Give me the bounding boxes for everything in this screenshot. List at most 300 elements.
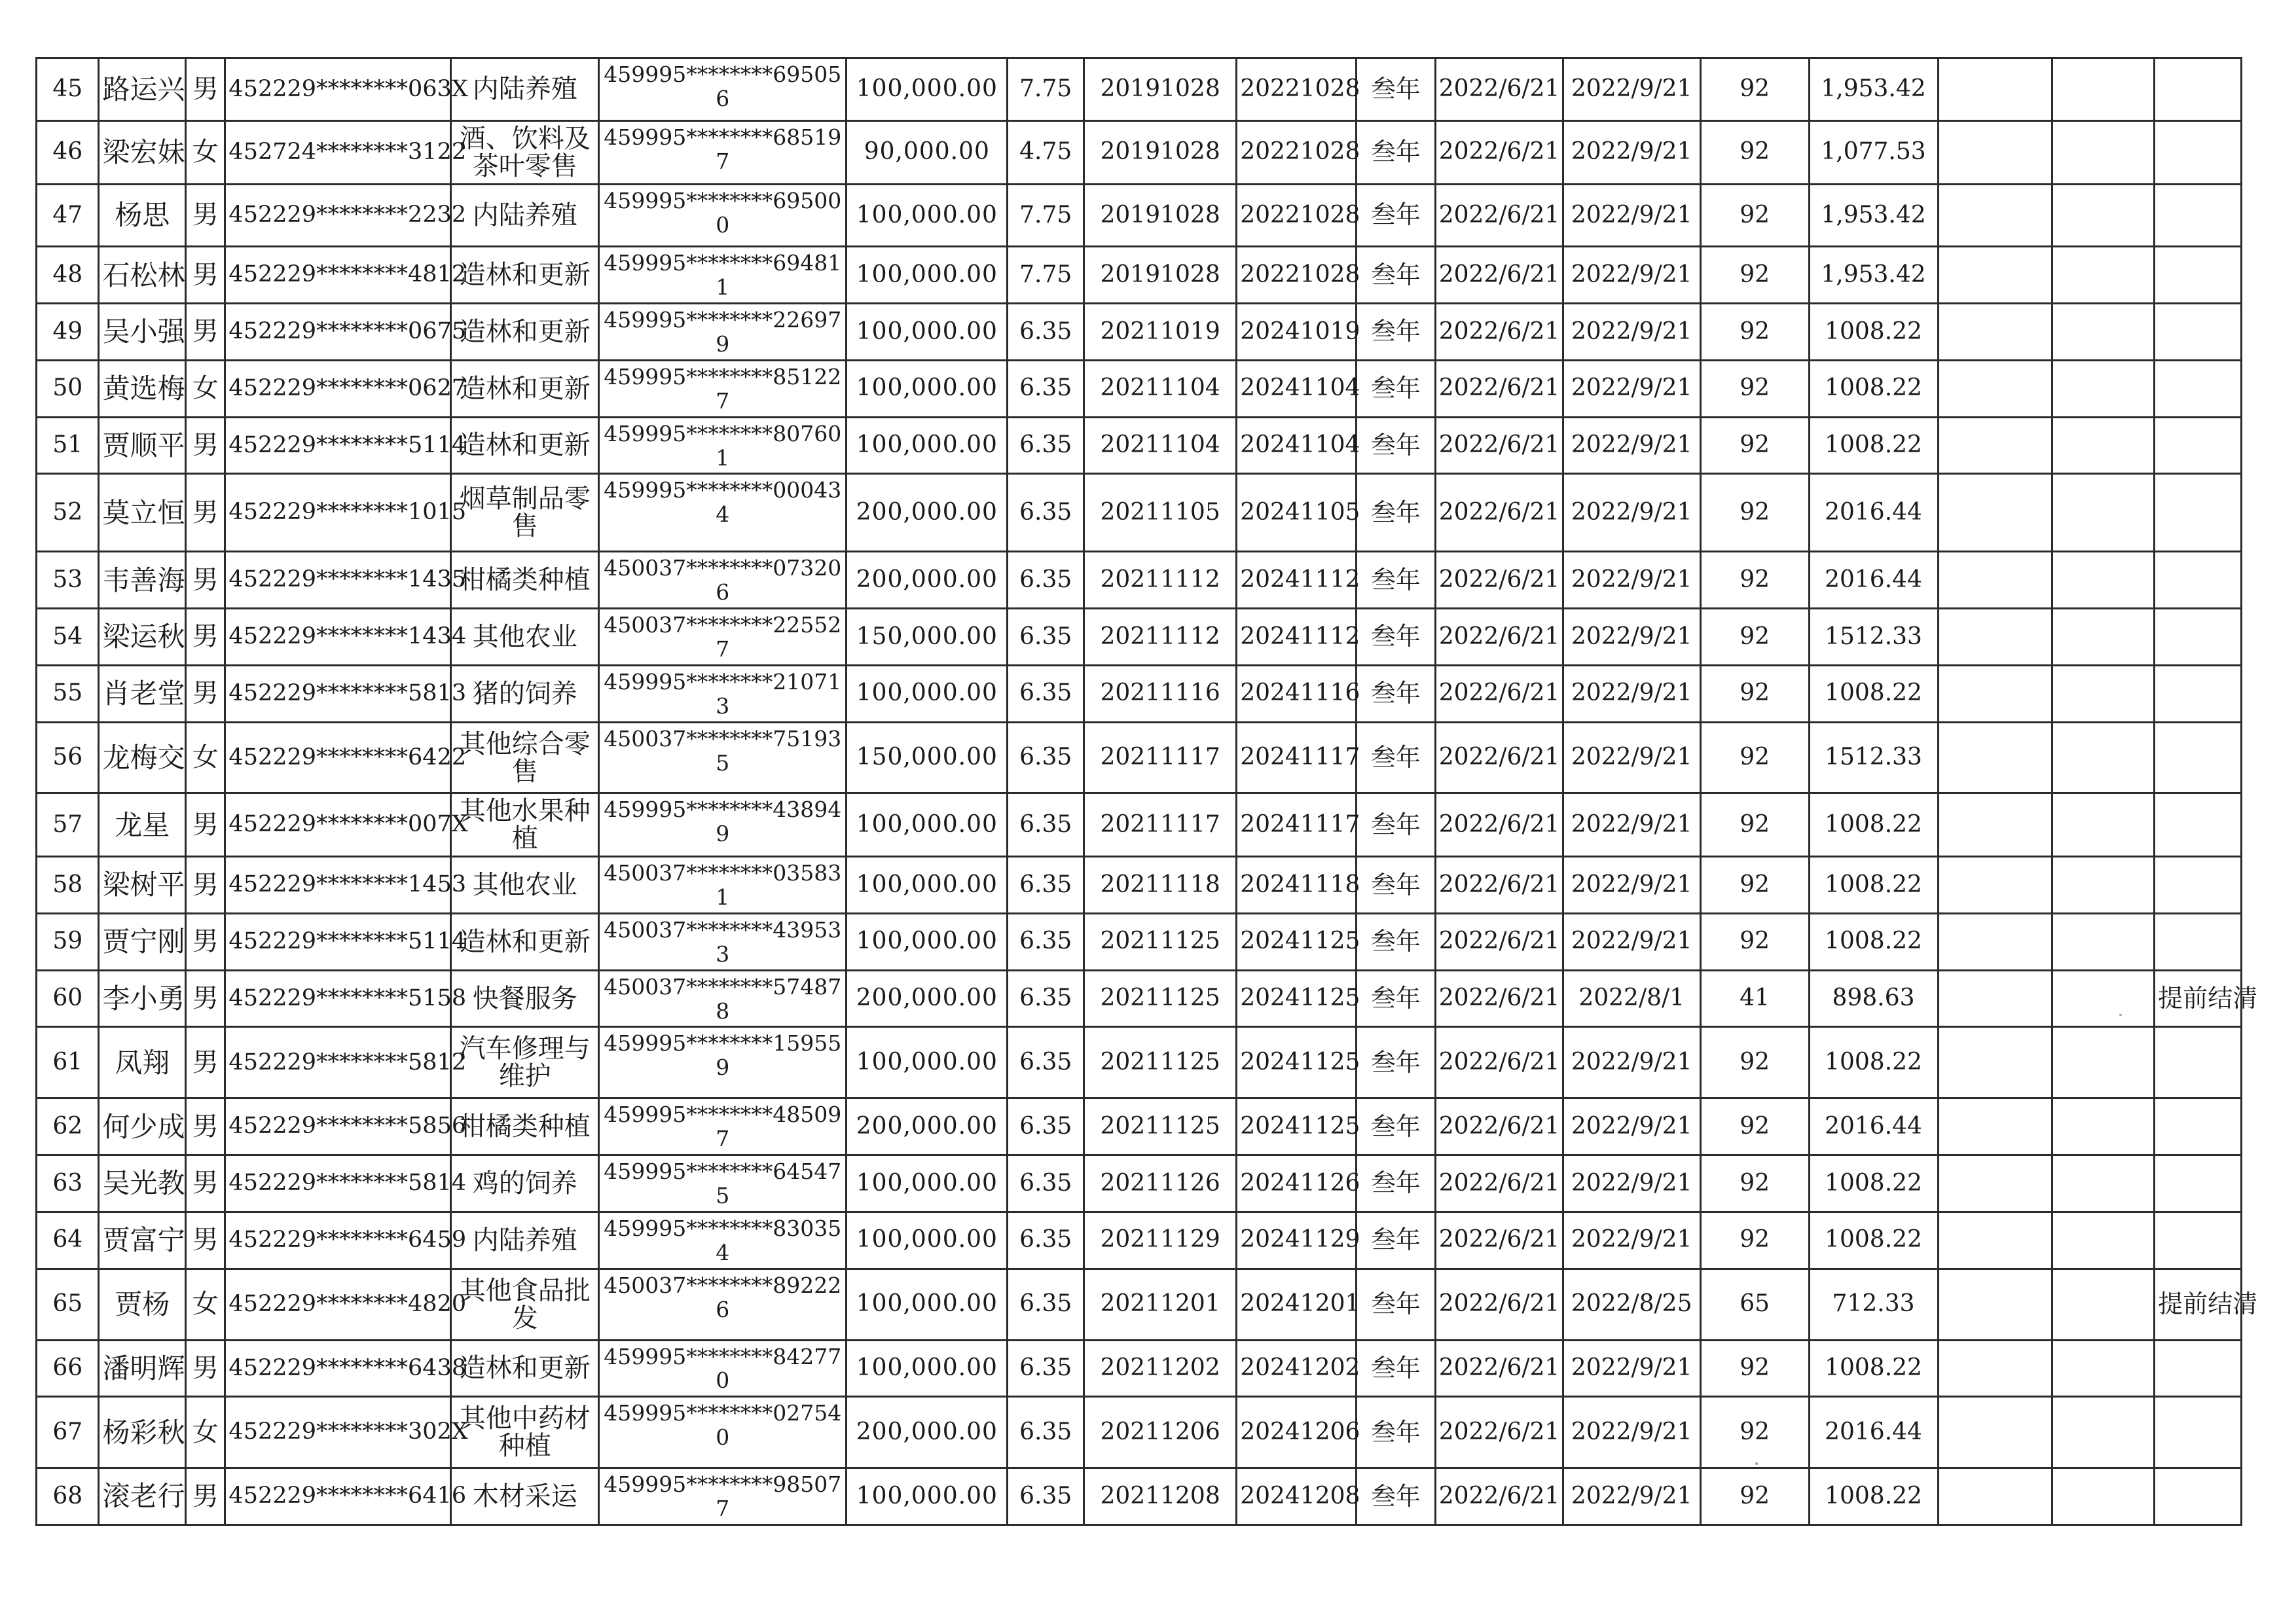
day-count: 92 <box>1700 120 1809 184</box>
interest-from: 2022/6/21 <box>1435 1098 1563 1155</box>
start-date: 20211112 <box>1084 609 1237 666</box>
remark <box>2155 417 2242 474</box>
end-date: 20241201 <box>1237 1269 1357 1340</box>
table-row <box>37 857 2242 914</box>
remark <box>2155 1468 2242 1525</box>
industry: 内陆养殖 <box>451 1212 599 1269</box>
end-date: 20241104 <box>1237 360 1357 417</box>
blank-cell <box>1938 304 2052 361</box>
end-date: 20241125 <box>1237 1098 1357 1155</box>
remark <box>2155 184 2242 247</box>
industry: 内陆养殖 <box>451 184 599 247</box>
start-date: 20211117 <box>1084 722 1237 793</box>
subsidy-amount: 2016.44 <box>1809 552 1938 609</box>
interest-from: 2022/6/21 <box>1435 1340 1563 1397</box>
table-row <box>37 609 2242 666</box>
start-date: 20211129 <box>1084 1212 1237 1269</box>
interest-from: 2022/6/21 <box>1435 304 1563 361</box>
blank-cell <box>2052 120 2155 184</box>
loan-term: 叁年 <box>1357 1098 1436 1155</box>
subsidy-amount: 1,953.42 <box>1809 247 1938 304</box>
loan-term: 叁年 <box>1357 1155 1436 1212</box>
remark <box>2155 722 2242 793</box>
loan-amount: 100,000.00 <box>847 360 1008 417</box>
interest-from: 2022/6/21 <box>1435 58 1563 121</box>
row-number: 47 <box>37 184 99 247</box>
loan-records-table <box>35 57 2258 1526</box>
blank-cell <box>2052 722 2155 793</box>
account-number: 450037********574878 <box>599 970 847 1027</box>
day-count: 92 <box>1700 609 1809 666</box>
blank-cell <box>2052 474 2155 552</box>
blank-cell <box>1938 1212 2052 1269</box>
table-row <box>37 58 2242 121</box>
blank-cell <box>1938 1155 2052 1212</box>
day-count: 92 <box>1700 58 1809 121</box>
account-number: 459995********695056 <box>599 58 847 121</box>
loan-term: 叁年 <box>1357 1468 1436 1525</box>
gender: 男 <box>186 914 225 971</box>
interest-from: 2022/6/21 <box>1435 1155 1563 1212</box>
end-date: 20241117 <box>1237 722 1357 793</box>
interest-from: 2022/6/21 <box>1435 120 1563 184</box>
borrower-name: 贾杨 <box>99 1269 186 1340</box>
industry: 造林和更新 <box>451 914 599 971</box>
row-number: 51 <box>37 417 99 474</box>
gender: 男 <box>186 474 225 552</box>
account-number: 459995********485097 <box>599 1098 847 1155</box>
id-number: 452229********0627 <box>225 360 451 417</box>
start-date: 20191028 <box>1084 184 1237 247</box>
account-number: 459995********159559 <box>599 1027 847 1098</box>
gender: 男 <box>186 1098 225 1155</box>
table-row <box>37 1155 2242 1212</box>
start-date: 20211125 <box>1084 1027 1237 1098</box>
interest-to: 2022/9/21 <box>1563 609 1700 666</box>
subsidy-amount: 1008.22 <box>1809 1340 1938 1397</box>
day-count: 92 <box>1700 1397 1809 1468</box>
interest-from: 2022/6/21 <box>1435 474 1563 552</box>
loan-term: 叁年 <box>1357 793 1436 857</box>
blank-cell <box>2052 857 2155 914</box>
subsidy-amount: 1008.22 <box>1809 1468 1938 1525</box>
industry: 其他食品批发 <box>451 1269 599 1340</box>
blank-cell <box>2052 1468 2155 1525</box>
loan-amount: 200,000.00 <box>847 970 1008 1027</box>
loan-amount: 100,000.00 <box>847 857 1008 914</box>
interest-from: 2022/6/21 <box>1435 970 1563 1027</box>
interest-to: 2022/9/21 <box>1563 1468 1700 1525</box>
subsidy-amount: 2016.44 <box>1809 1098 1938 1155</box>
account-number: 459995********438949 <box>599 793 847 857</box>
industry: 其他水果种植 <box>451 793 599 857</box>
gender: 男 <box>186 552 225 609</box>
table-row <box>37 1027 2242 1098</box>
remark <box>2155 120 2242 184</box>
table-row <box>37 970 2242 1027</box>
day-count: 65 <box>1700 1269 1809 1340</box>
account-number: 459995********842770 <box>599 1340 847 1397</box>
start-date: 20211118 <box>1084 857 1237 914</box>
loan-term: 叁年 <box>1357 722 1436 793</box>
table-body <box>37 58 2258 1525</box>
industry: 其他综合零售 <box>451 722 599 793</box>
loan-term: 叁年 <box>1357 970 1436 1027</box>
blank-cell <box>2052 1027 2155 1098</box>
loan-amount: 100,000.00 <box>847 793 1008 857</box>
interest-to: 2022/9/21 <box>1563 120 1700 184</box>
industry: 其他中药材种植 <box>451 1397 599 1468</box>
interest-to: 2022/9/21 <box>1563 417 1700 474</box>
remark <box>2155 857 2242 914</box>
account-number: 459995********851227 <box>599 360 847 417</box>
id-number: 452229********5812 <box>225 1027 451 1098</box>
account-number: 450037********225527 <box>599 609 847 666</box>
loan-amount: 100,000.00 <box>847 58 1008 121</box>
interest-from: 2022/6/21 <box>1435 857 1563 914</box>
borrower-name: 贾宁刚 <box>99 914 186 971</box>
end-date: 20241206 <box>1237 1397 1357 1468</box>
row-number: 68 <box>37 1468 99 1525</box>
end-date: 20221028 <box>1237 247 1357 304</box>
gender: 男 <box>186 857 225 914</box>
blank-cell <box>1938 1027 2052 1098</box>
loan-amount: 100,000.00 <box>847 417 1008 474</box>
id-number: 452229********5114 <box>225 914 451 971</box>
interest-to: 2022/9/21 <box>1563 58 1700 121</box>
account-number: 459995********210713 <box>599 665 847 722</box>
blank-cell <box>1938 1269 2052 1340</box>
loan-term: 叁年 <box>1357 360 1436 417</box>
row-number: 67 <box>37 1397 99 1468</box>
industry: 快餐服务 <box>451 970 599 1027</box>
day-count: 92 <box>1700 857 1809 914</box>
borrower-name: 梁运秋 <box>99 609 186 666</box>
start-date: 20211116 <box>1084 665 1237 722</box>
blank-cell <box>1938 247 2052 304</box>
blank-cell <box>1938 970 2052 1027</box>
loan-amount: 200,000.00 <box>847 1098 1008 1155</box>
subsidy-amount: 1008.22 <box>1809 857 1938 914</box>
loan-amount: 100,000.00 <box>847 1155 1008 1212</box>
start-date: 20211104 <box>1084 360 1237 417</box>
borrower-name: 何少成 <box>99 1098 186 1155</box>
remark <box>2155 1027 2242 1098</box>
interest-to: 2022/9/21 <box>1563 184 1700 247</box>
id-number: 452229********6416 <box>225 1468 451 1525</box>
end-date: 20221028 <box>1237 184 1357 247</box>
table-row <box>37 360 2242 417</box>
interest-rate: 6.35 <box>1008 1397 1084 1468</box>
end-date: 20241129 <box>1237 1212 1357 1269</box>
blank-cell <box>1938 914 2052 971</box>
account-number: 459995********985077 <box>599 1468 847 1525</box>
interest-to: 2022/8/1 <box>1563 970 1700 1027</box>
blank-cell <box>1938 609 2052 666</box>
id-number: 452229********1435 <box>225 552 451 609</box>
remark <box>2155 793 2242 857</box>
end-date: 20241208 <box>1237 1468 1357 1525</box>
remark <box>2155 360 2242 417</box>
interest-to: 2022/9/21 <box>1563 552 1700 609</box>
gender: 男 <box>186 1468 225 1525</box>
row-number: 62 <box>37 1098 99 1155</box>
subsidy-amount: 1008.22 <box>1809 417 1938 474</box>
day-count: 92 <box>1700 417 1809 474</box>
account-number: 459995********027540 <box>599 1397 847 1468</box>
borrower-name: 肖老堂 <box>99 665 186 722</box>
account-number: 459995********000434 <box>599 474 847 552</box>
remark <box>2155 304 2242 361</box>
blank-cell <box>2052 58 2155 121</box>
interest-from: 2022/6/21 <box>1435 665 1563 722</box>
loan-amount: 90,000.00 <box>847 120 1008 184</box>
subsidy-amount: 1008.22 <box>1809 304 1938 361</box>
start-date: 20211126 <box>1084 1155 1237 1212</box>
subsidy-amount: 1008.22 <box>1809 360 1938 417</box>
interest-to: 2022/9/21 <box>1563 914 1700 971</box>
day-count: 92 <box>1700 665 1809 722</box>
day-count: 92 <box>1700 247 1809 304</box>
table-row <box>37 552 2242 609</box>
day-count: 92 <box>1700 1098 1809 1155</box>
scan-speck <box>1755 1462 1758 1465</box>
loan-term: 叁年 <box>1357 857 1436 914</box>
blank-cell <box>1938 1397 2052 1468</box>
remark <box>2155 552 2242 609</box>
end-date: 20241112 <box>1237 552 1357 609</box>
start-date: 20191028 <box>1084 120 1237 184</box>
gender: 男 <box>186 1027 225 1098</box>
industry: 柑橘类种植 <box>451 552 599 609</box>
remark <box>2155 1340 2242 1397</box>
blank-cell <box>1938 184 2052 247</box>
remark: 提前结清 <box>2155 970 2242 1027</box>
borrower-name: 石松林 <box>99 247 186 304</box>
day-count: 92 <box>1700 1340 1809 1397</box>
row-number: 58 <box>37 857 99 914</box>
loan-amount: 200,000.00 <box>847 474 1008 552</box>
interest-to: 2022/9/21 <box>1563 1098 1700 1155</box>
start-date: 20211112 <box>1084 552 1237 609</box>
account-number: 459995********807601 <box>599 417 847 474</box>
end-date: 20241104 <box>1237 417 1357 474</box>
day-count: 92 <box>1700 722 1809 793</box>
blank-cell <box>1938 552 2052 609</box>
interest-to: 2022/9/21 <box>1563 1397 1700 1468</box>
subsidy-amount: 1512.33 <box>1809 722 1938 793</box>
id-number: 452229********063X <box>225 58 451 121</box>
loan-amount: 100,000.00 <box>847 247 1008 304</box>
account-number: 450037********892226 <box>599 1269 847 1340</box>
subsidy-amount: 1008.22 <box>1809 665 1938 722</box>
industry: 造林和更新 <box>451 247 599 304</box>
table-row <box>37 474 2242 552</box>
id-number: 452229********1015 <box>225 474 451 552</box>
table-row <box>37 1468 2242 1525</box>
gender: 男 <box>186 58 225 121</box>
row-number: 63 <box>37 1155 99 1212</box>
gender: 男 <box>186 1340 225 1397</box>
end-date: 20241125 <box>1237 914 1357 971</box>
row-number: 64 <box>37 1212 99 1269</box>
interest-from: 2022/6/21 <box>1435 914 1563 971</box>
loan-amount: 100,000.00 <box>847 1212 1008 1269</box>
gender: 男 <box>186 247 225 304</box>
id-number: 452229********4812 <box>225 247 451 304</box>
interest-to: 2022/9/21 <box>1563 474 1700 552</box>
subsidy-amount: 2016.44 <box>1809 474 1938 552</box>
row-number: 46 <box>37 120 99 184</box>
remark <box>2155 609 2242 666</box>
remark <box>2155 914 2242 971</box>
end-date: 20241116 <box>1237 665 1357 722</box>
table-row <box>37 1212 2242 1269</box>
blank-cell <box>2052 793 2155 857</box>
id-number: 452229********5814 <box>225 1155 451 1212</box>
table-row <box>37 914 2242 971</box>
table-row <box>37 1340 2242 1397</box>
gender: 男 <box>186 665 225 722</box>
interest-from: 2022/6/21 <box>1435 417 1563 474</box>
id-number: 452229********2232 <box>225 184 451 247</box>
row-number: 57 <box>37 793 99 857</box>
id-number: 452229********0675 <box>225 304 451 361</box>
industry: 造林和更新 <box>451 417 599 474</box>
interest-to: 2022/9/21 <box>1563 1340 1700 1397</box>
blank-cell <box>1938 120 2052 184</box>
loan-amount: 100,000.00 <box>847 1468 1008 1525</box>
industry: 烟草制品零售 <box>451 474 599 552</box>
id-number: 452229********4820 <box>225 1269 451 1340</box>
borrower-name: 梁宏妹 <box>99 120 186 184</box>
subsidy-amount: 1008.22 <box>1809 1027 1938 1098</box>
account-number: 459995********685197 <box>599 120 847 184</box>
loan-amount: 150,000.00 <box>847 722 1008 793</box>
blank-cell <box>2052 609 2155 666</box>
table-row <box>37 417 2242 474</box>
interest-to: 2022/9/21 <box>1563 247 1700 304</box>
account-number: 459995********645475 <box>599 1155 847 1212</box>
interest-rate: 6.35 <box>1008 793 1084 857</box>
industry: 其他农业 <box>451 609 599 666</box>
loan-term: 叁年 <box>1357 665 1436 722</box>
row-number: 59 <box>37 914 99 971</box>
blank-cell <box>1938 857 2052 914</box>
id-number: 452229********302X <box>225 1397 451 1468</box>
interest-to: 2022/9/21 <box>1563 665 1700 722</box>
borrower-name: 贾富宁 <box>99 1212 186 1269</box>
end-date: 20241112 <box>1237 609 1357 666</box>
remark <box>2155 474 2242 552</box>
borrower-name: 黄选梅 <box>99 360 186 417</box>
loan-amount: 150,000.00 <box>847 609 1008 666</box>
table-row <box>37 1269 2242 1340</box>
loan-term: 叁年 <box>1357 609 1436 666</box>
interest-to: 2022/9/21 <box>1563 1155 1700 1212</box>
loan-term: 叁年 <box>1357 914 1436 971</box>
loan-term: 叁年 <box>1357 1027 1436 1098</box>
interest-to: 2022/9/21 <box>1563 1212 1700 1269</box>
table-row <box>37 304 2242 361</box>
id-number: 452229********5158 <box>225 970 451 1027</box>
subsidy-amount: 1008.22 <box>1809 1212 1938 1269</box>
loan-term: 叁年 <box>1357 1269 1436 1340</box>
interest-rate: 6.35 <box>1008 552 1084 609</box>
interest-rate: 6.35 <box>1008 360 1084 417</box>
start-date: 20191028 <box>1084 58 1237 121</box>
loan-amount: 200,000.00 <box>847 552 1008 609</box>
blank-cell <box>2052 665 2155 722</box>
end-date: 20241125 <box>1237 970 1357 1027</box>
day-count: 92 <box>1700 304 1809 361</box>
interest-from: 2022/6/21 <box>1435 1212 1563 1269</box>
borrower-name: 杨彩秋 <box>99 1397 186 1468</box>
interest-to: 2022/9/21 <box>1563 857 1700 914</box>
blank-cell <box>2052 1340 2155 1397</box>
gender: 女 <box>186 360 225 417</box>
blank-cell <box>1938 417 2052 474</box>
remark <box>2155 1212 2242 1269</box>
blank-cell <box>2052 184 2155 247</box>
interest-rate: 6.35 <box>1008 417 1084 474</box>
subsidy-amount: 2016.44 <box>1809 1397 1938 1468</box>
day-count: 92 <box>1700 1468 1809 1525</box>
subsidy-amount: 1,077.53 <box>1809 120 1938 184</box>
borrower-name: 龙星 <box>99 793 186 857</box>
blank-cell <box>1938 1468 2052 1525</box>
subsidy-amount: 1008.22 <box>1809 914 1938 971</box>
loan-amount: 100,000.00 <box>847 914 1008 971</box>
end-date: 20221028 <box>1237 120 1357 184</box>
remark <box>2155 1397 2242 1468</box>
remark <box>2155 665 2242 722</box>
start-date: 20211105 <box>1084 474 1237 552</box>
row-number: 65 <box>37 1269 99 1340</box>
interest-to: 2022/9/21 <box>1563 304 1700 361</box>
borrower-name: 凤翔 <box>99 1027 186 1098</box>
loan-term: 叁年 <box>1357 247 1436 304</box>
start-date: 20211201 <box>1084 1269 1237 1340</box>
table-row <box>37 1397 2242 1468</box>
remark <box>2155 1098 2242 1155</box>
gender: 女 <box>186 1269 225 1340</box>
blank-cell <box>1938 722 2052 793</box>
loan-term: 叁年 <box>1357 1340 1436 1397</box>
day-count: 92 <box>1700 1212 1809 1269</box>
day-count: 92 <box>1700 360 1809 417</box>
interest-from: 2022/6/21 <box>1435 1269 1563 1340</box>
industry: 造林和更新 <box>451 360 599 417</box>
blank-cell <box>2052 1098 2155 1155</box>
blank-cell <box>1938 360 2052 417</box>
start-date: 20191028 <box>1084 247 1237 304</box>
end-date: 20241019 <box>1237 304 1357 361</box>
end-date: 20241105 <box>1237 474 1357 552</box>
end-date: 20241118 <box>1237 857 1357 914</box>
account-number: 450037********751935 <box>599 722 847 793</box>
id-number: 452229********1434 <box>225 609 451 666</box>
subsidy-amount: 1008.22 <box>1809 793 1938 857</box>
day-count: 92 <box>1700 552 1809 609</box>
subsidy-amount: 1,953.42 <box>1809 184 1938 247</box>
end-date: 20221028 <box>1237 58 1357 121</box>
borrower-name: 龙梅交 <box>99 722 186 793</box>
scan-speck <box>2119 1014 2122 1016</box>
borrower-name: 潘明辉 <box>99 1340 186 1397</box>
interest-rate: 6.35 <box>1008 857 1084 914</box>
loan-amount: 100,000.00 <box>847 1027 1008 1098</box>
